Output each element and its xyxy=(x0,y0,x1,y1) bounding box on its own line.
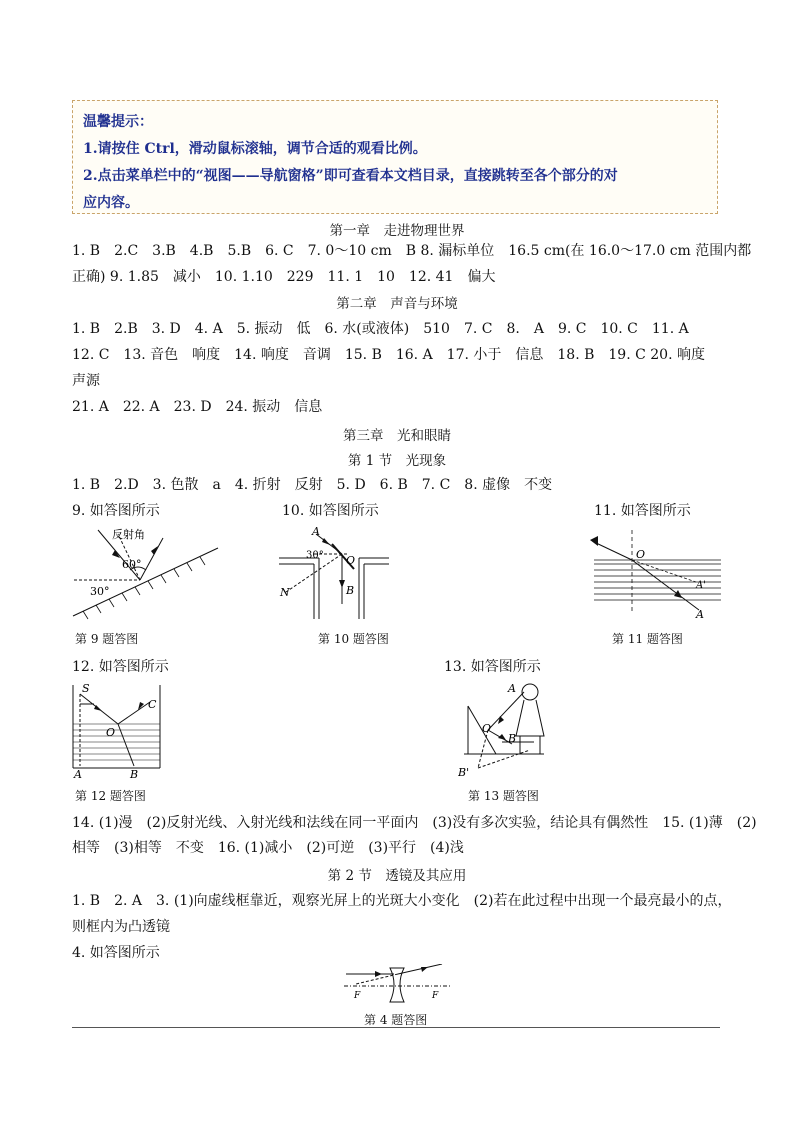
q11-label: 11. 如答图所示 xyxy=(594,503,691,519)
q9-label: 9. 如答图所示 xyxy=(72,503,160,519)
footer-rule xyxy=(72,1027,720,1028)
figure-11 xyxy=(586,524,726,624)
ch3-answer-line-1: 1. B 2.D 3. 色散 a 4. 折射 反射 5. D 6. B 7. C 8. 虚像 不变 xyxy=(72,477,553,493)
ch2-answer-line-4: 21. A 22. A 23. D 24. 振动 信息 xyxy=(72,399,323,415)
fig13-caption: 第 13 题答图 xyxy=(468,789,539,803)
ch1-answer-line-1: 1. B 2.C 3.B 4.B 5.B 6. C 7. 0～10 cm B 8. 漏标单位 16.5 cm(在 16.0～17.0 cm 范围内都 xyxy=(72,243,752,259)
fig12-S: S xyxy=(82,682,90,695)
fig11-A: A xyxy=(696,608,704,621)
fig11-O: O xyxy=(636,548,646,561)
ch2-answer-line-1: 1. B 2.B 3. D 4. A 5. 振动 低 6. 水(或液体) 510 7. C 8. A 9. C 10. C 11. A xyxy=(72,321,689,337)
fig13-B: B xyxy=(508,732,517,745)
fig9-label: 反射角 xyxy=(112,528,145,541)
figure-10 xyxy=(274,524,394,624)
fig13-B-prime: B' xyxy=(458,766,470,779)
fig9-angle-30: 30° xyxy=(90,585,110,598)
chapter-2-title: 第二章 声音与环境 xyxy=(336,296,458,312)
tip-line-3: 应内容。 xyxy=(83,195,139,211)
fig10-N: N xyxy=(280,586,290,599)
q10-label: 10. 如答图所示 xyxy=(282,503,379,519)
figure-4 xyxy=(342,964,452,1006)
fig13-A: A xyxy=(508,682,516,695)
q4-label: 4. 如答图所示 xyxy=(72,945,160,961)
figure-12 xyxy=(68,680,168,780)
ch3-answer-line-4: 1. B 2. A 3. (1)向虚线框靠近，观察光屏上的光斑大小变化 (2)若在此过程中出现一个最亮最小的点， xyxy=(72,893,732,909)
ch2-answer-line-3: 声源 xyxy=(72,373,100,389)
fig4-F-right: F xyxy=(432,991,439,1001)
section-2-title: 第 2 节 透镜及其应用 xyxy=(327,868,467,884)
tip-box xyxy=(72,100,718,214)
figure-9 xyxy=(68,524,228,624)
ch1-answer-line-2: 正确) 9. 1.85 减小 10. 1.10 229 11. 1 10 12. 41 偏大 xyxy=(72,269,496,285)
figure-13 xyxy=(458,676,568,780)
fig4-caption: 第 4 题答图 xyxy=(364,1013,428,1027)
fig9-angle-60: 60° xyxy=(122,558,142,571)
fig12-A: A xyxy=(74,768,82,780)
q12-label: 12. 如答图所示 xyxy=(72,659,169,675)
fig10-caption: 第 10 题答图 xyxy=(318,632,389,646)
tip-line-1: 1.请按住 Ctrl，滑动鼠标滚轴，调节合适的观看比例。 xyxy=(83,141,427,157)
fig12-caption: 第 12 题答图 xyxy=(75,789,146,803)
fig11-A-prime: A' xyxy=(696,580,706,591)
fig12-B: B xyxy=(130,768,139,780)
ch2-answer-line-2: 12. C 13. 音色 响度 14. 响度 音调 15. B 16. A 17. 小于 信息 18. B 19. C 20. 响度 xyxy=(72,347,705,363)
q13-label: 13. 如答图所示 xyxy=(444,659,541,675)
tip-title: 温馨提示： xyxy=(83,114,153,130)
chapter-3-title: 第三章 光和眼睛 xyxy=(343,428,451,444)
fig13-O: O xyxy=(482,722,492,735)
fig10-angle: 30° xyxy=(306,550,324,561)
fig12-O: O xyxy=(106,726,116,739)
tip-line-2: 2.点击菜单栏中的“视图——导航窗格”即可查看本文档目录，直接跳转至各个部分的对 xyxy=(83,168,618,184)
fig10-O: O xyxy=(346,554,356,567)
fig11-caption: 第 11 题答图 xyxy=(612,632,683,646)
fig4-F-left: F xyxy=(354,991,361,1001)
ch3-answer-line-5: 则框内为凸透镜 xyxy=(72,919,170,935)
fig9-caption: 第 9 题答图 xyxy=(75,632,139,646)
ch3-answer-line-3: 相等 (3)相等 不变 16. (1)减小 (2)可逆 (3)平行 (4)浅 xyxy=(72,840,464,856)
chapter-1-title: 第一章 走进物理世界 xyxy=(329,223,465,239)
fig10-B: B xyxy=(346,584,355,597)
fig10-A: A xyxy=(312,525,320,538)
section-1-title: 第 1 节 光现象 xyxy=(347,453,447,469)
ch3-answer-line-2: 14. (1)漫 (2)反射光线、入射光线和法线在同一平面内 (3)没有多次实验，结论具有偶然性 15. (1)薄 (2) xyxy=(72,815,757,831)
fig12-C: C xyxy=(148,698,157,711)
